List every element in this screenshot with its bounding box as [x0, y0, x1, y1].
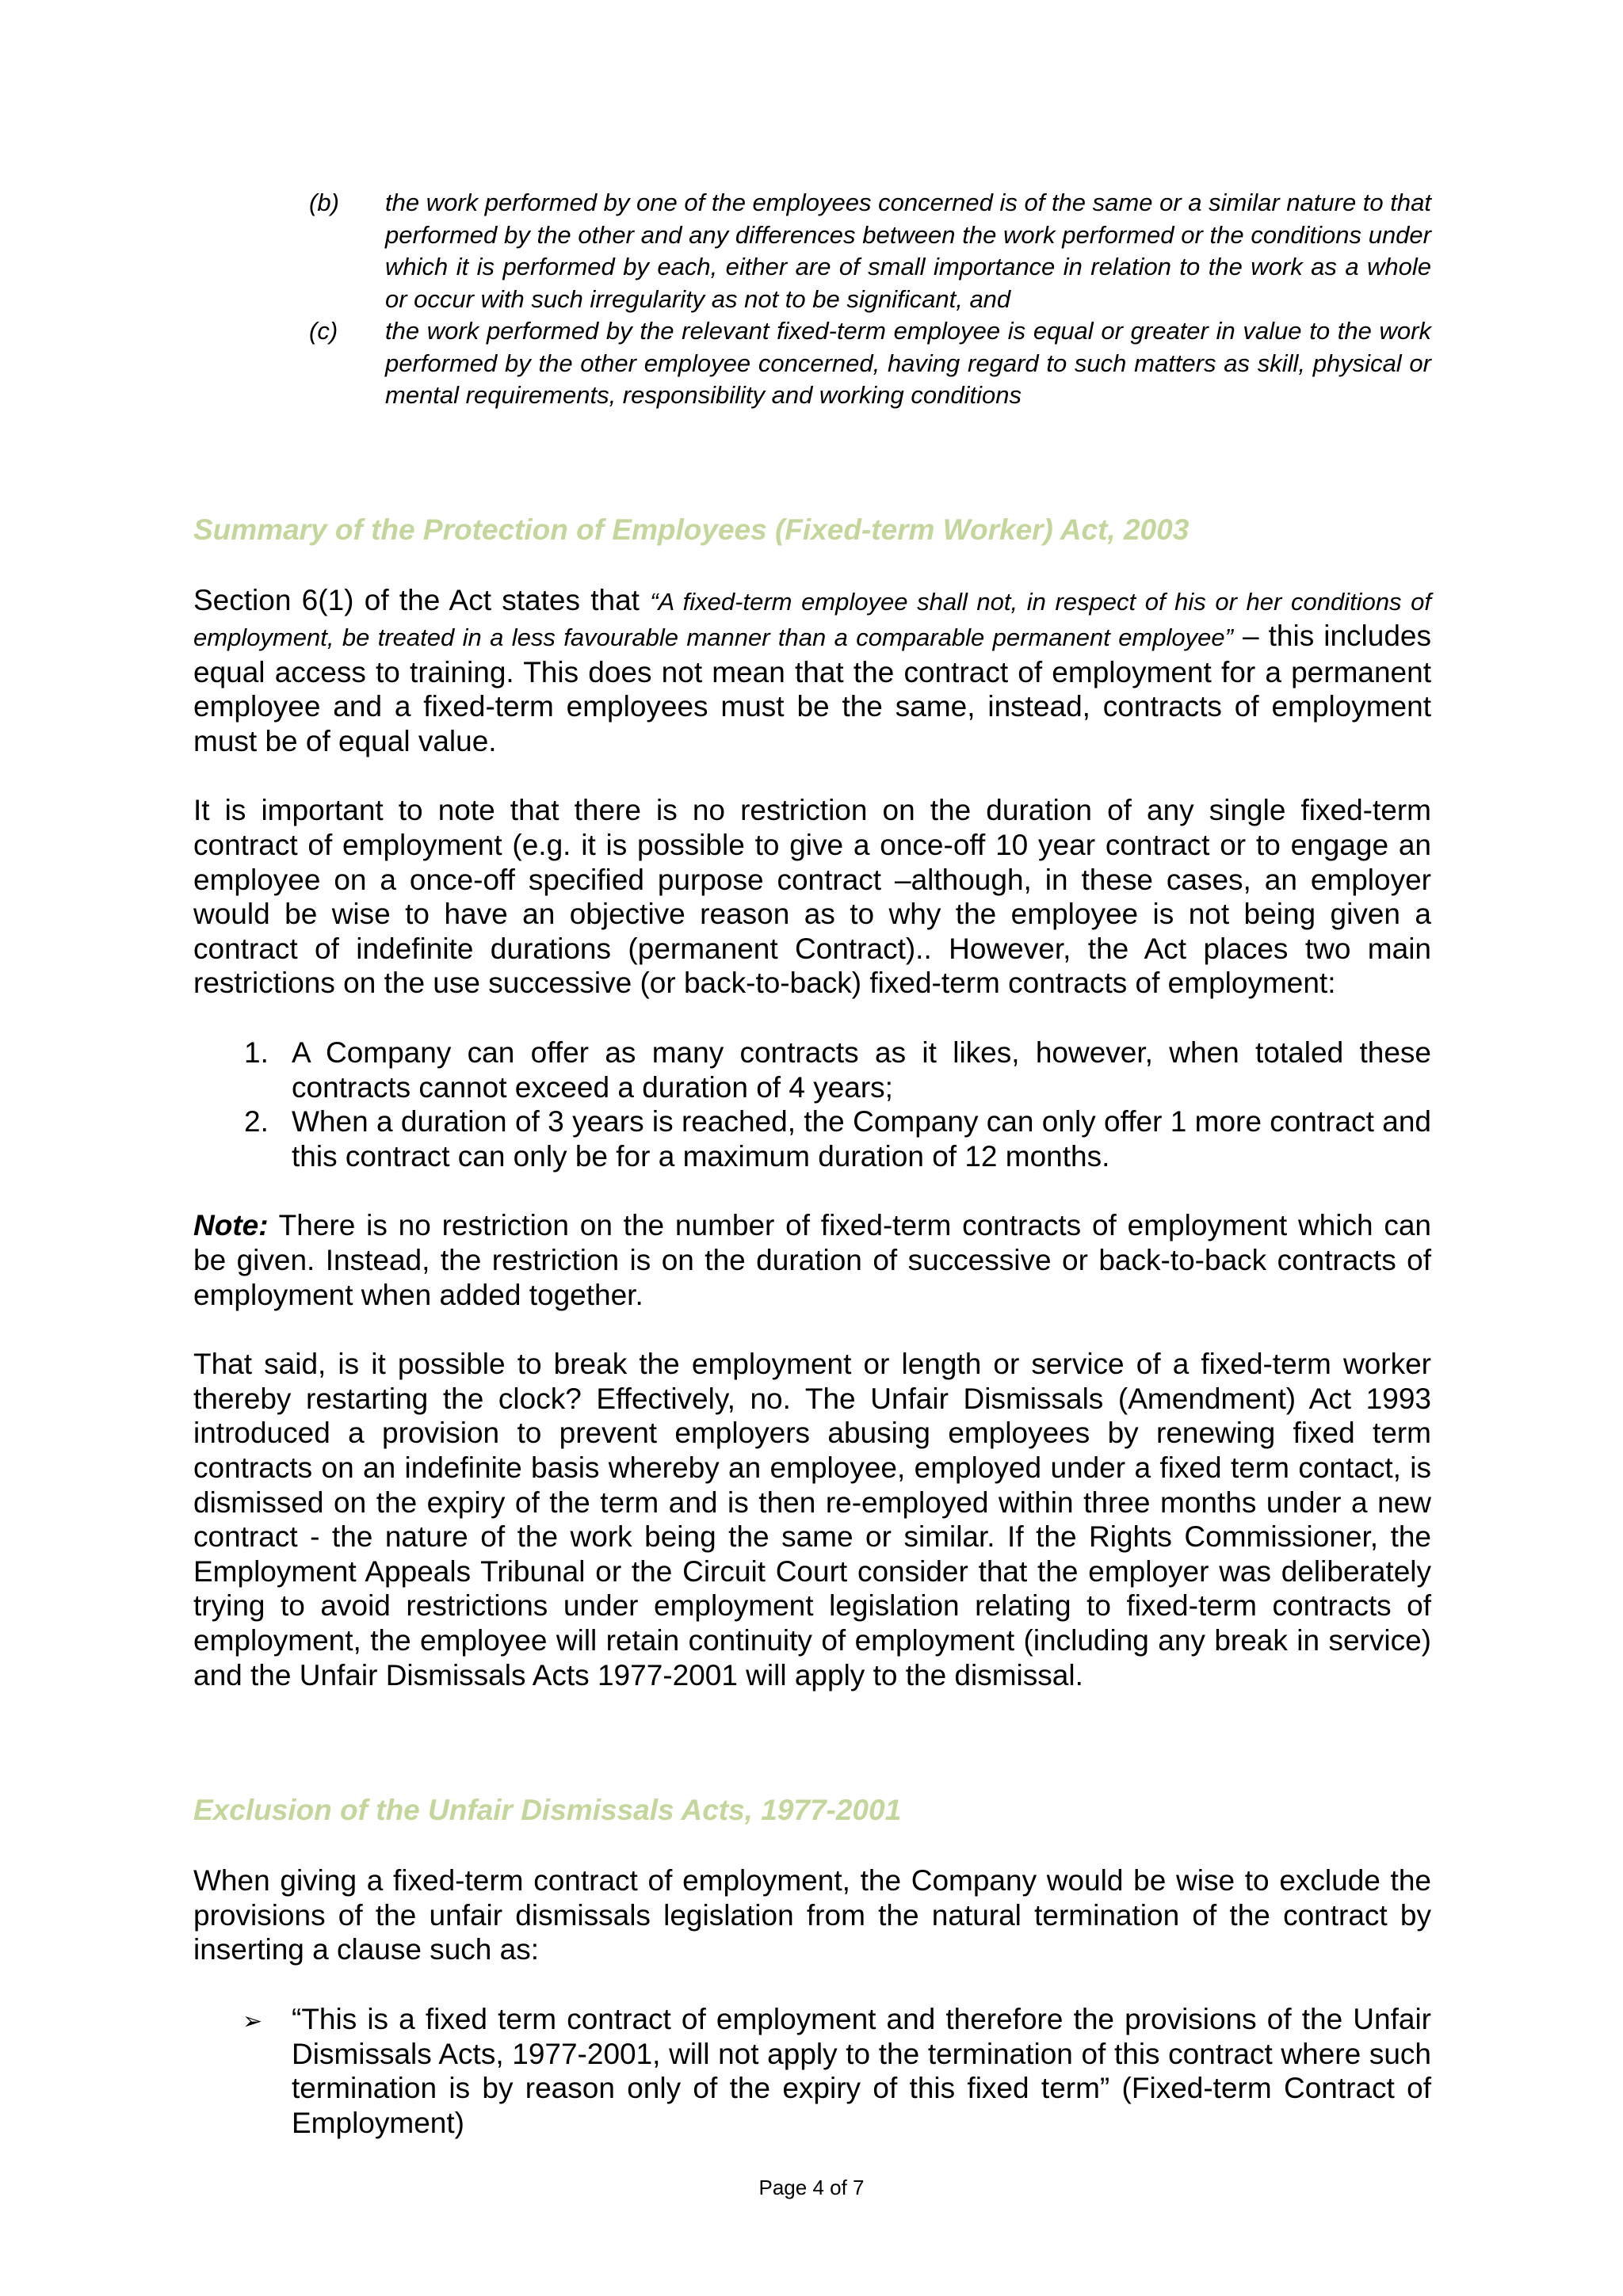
section-heading-exclusion: Exclusion of the Unfair Dismissals Acts, 1977-2001	[193, 1794, 902, 1827]
paragraph-note	[193, 1208, 1431, 1312]
paragraph-duration-restriction: It is important to note that there is no restriction on the duration of any single fixed-term contract of employment (e.g. it is possible to give a once-off 10 year contract or to engage an employee on a once-off specified purpose contract –although, in these cases, an employer would be wise to have an objective reason as to why the employee is not being given a contract of indefinite durations (permanent Contract).. However, the Act places two main restrictions on the use successive (or back-to-back) fixed-term contracts of employment:	[193, 794, 1431, 1000]
sublist-text: the work performed by one of the employees concerned is of the same or a similar nature to that performed by the other and any differences between the work performed or the conditions under which it is performed by each, either are of small importance in relation to the work as a whole or occur with such irregularity as not to be significant, and	[385, 189, 1431, 313]
act-quote: “A fixed-term employee shall not, in respect of his or her conditions of employment, be treated in a less favourable manner than a comparable permanent employee”	[193, 587, 1432, 652]
clause-text: “This is a fixed term contract of employment and therefore the provisions of the Unfair Dismissals Acts, 1977-2001, will not apply to the termination of this contract where such termination is by reason only of the expiry of this fixed term” (Fixed-term Contract of Employment)	[292, 2002, 1431, 2139]
clause-bullet-item	[193, 2002, 1431, 2140]
para-prefix: Section 6(1) of the Act states that	[193, 583, 651, 616]
restrictions-list	[193, 1035, 1431, 1173]
paragraph-section-6	[193, 583, 1431, 759]
sublist-item-c	[309, 315, 1431, 412]
sublist-marker: (b)	[309, 189, 339, 216]
paragraph-continuity: That said, is it possible to break the employment or length or service of a fixed-term worker thereby restarting the clock? Effectively, no. The Unfair Dismissals (Amendment) Act 1993 introduced a provision to prevent employers abusing employees by renewing fixed term contracts on an indefinite basis whereby an employee, employed under a fixed term contact, is dismissed on the expiry of the term and is then re-employed within three months under a new contract - the nature of the work being the same or similar. If the Rights Commissioner, the Employment Appeals Tribunal or the Circuit Court consider that the employer was deliberately trying to avoid restrictions under employment legislation relating to fixed-term contracts of employment, the employee will retain continuity of employment (including any break in service) and the Unfair Dismissals Acts 1977-2001 will apply to the dismissal.	[193, 1348, 1431, 1691]
page-content	[193, 187, 1431, 2140]
sublist-text: the work performed by the relevant fixed-term employee is equal or greater in value to the work performed by the other employee concerned, having regard to such matters as skill, physical or mental requirements, responsibility and working conditions	[385, 317, 1431, 409]
list-item	[193, 1035, 1431, 1104]
list-number: 2.	[244, 1105, 269, 1138]
list-item-text: A Company can offer as many contracts as it likes, however, when totaled these contracts cannot exceed a duration of 4 years;	[292, 1036, 1431, 1104]
sublist-marker: (c)	[309, 317, 338, 345]
note-text: There is no restriction on the number of fixed-term contracts of employment which can be given. Instead, the restriction is on the duration of successive or back-to-back contracts of employment when added together.	[193, 1209, 1431, 1311]
criteria-sublist	[309, 187, 1431, 412]
list-item-text: When a duration of 3 years is reached, the Company can only offer 1 more contract and this contract can only be for a maximum duration of 12 months.	[292, 1105, 1431, 1173]
para-suffix: – this includes equal access to training. This does not mean that the contract of employment for a permanent employee and a fixed-term employees must be the same, instead, contracts of employment must be of equal value.	[193, 620, 1431, 757]
list-item	[193, 1104, 1431, 1173]
arrow-bullet-icon: ➢	[242, 2007, 263, 2035]
paragraph-exclusion: When giving a fixed-term contract of employment, the Company would be wise to exclude the provisions of the unfair dismissals legislation from the natural termination of the contract by inserting a clause such as:	[193, 1864, 1431, 1966]
sublist-item-b	[309, 187, 1431, 315]
page-footer: Page 4 of 7	[758, 2176, 865, 2199]
note-label: Note:	[193, 1209, 269, 1242]
section-heading-summary: Summary of the Protection of Employees (Fixed-term Worker) Act, 2003	[193, 513, 1190, 546]
list-number: 1.	[244, 1036, 269, 1070]
